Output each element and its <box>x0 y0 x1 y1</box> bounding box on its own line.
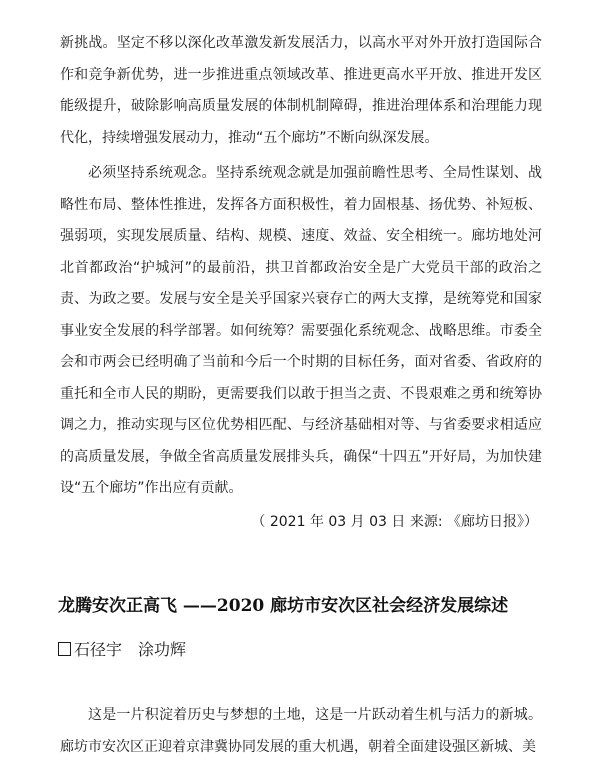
article-paragraph-2: 必须坚持系统观念。坚持系统观念就是加强前瞻性思考、全局性谋划、战略性布局、整体性推进，发挥各方面积极性，着力固根基、扬优势、补短板、强弱项，实现发展质量、结构、规模、速度、效益、安全相统一。廊坊地处河北首都政治“护城河”的最前沿，拱卫首都政治安全是广大党员干部的政治之责、为政之要。发展与安全是关乎国家兴衰存亡的两大支撑，是统筹党和国家事业安全发展的科学部署。如何统筹？需要强化系统观念、战略思维。市委全会和市两会已经明确了当前和今后一个时期的目标任务，面对省委、省政府的重托和全市人民的期盼，更需要我们以敢于担当之责、不畏艰难之勇和统筹协调之力，推动实现与区位优势相匹配、与经济基础相对等、与省委要求相适应的高质量发展，争做全省高质量发展排头兵，确保“十四五”开好局，为加快建设“五个廊坊”作出应有贡献。 <box>60 165 542 496</box>
article-source-line: （ 2021 年 03 月 03 日 来源: 《廊坊日报》） <box>251 514 538 530</box>
byline-author-2: 涂功辉 <box>138 640 187 659</box>
article-paragraph-1: 新挑战。坚定不移以深化改革激发新发展活力，以高水平对外开放打造国际合作和竞争新优势，进一步推进重点领域改革、推进更高水平开放、推进开发区能级提升，破除影响高质量发展的体制机制障碍，推进治理体系和治理能力现代化，持续增强发展动力，推动“五个廊坊”不断向纵深发展。 <box>60 35 542 146</box>
article-2-paragraph-1: 这是一片积淀着历史与梦想的土地，这是一片跃动着生机与活力的新城。廊坊市安次区正迎着京津冀协同发展的重大机遇，朝着全面建设强区新城、美 <box>60 707 542 755</box>
byline-author-1: 石径宇 <box>74 640 123 659</box>
byline-box-icon <box>58 642 71 656</box>
article-byline <box>58 637 186 663</box>
article-headline: 龙腾安次正高飞 ——2020 廊坊市安次区社会经济发展综述 <box>58 596 509 616</box>
